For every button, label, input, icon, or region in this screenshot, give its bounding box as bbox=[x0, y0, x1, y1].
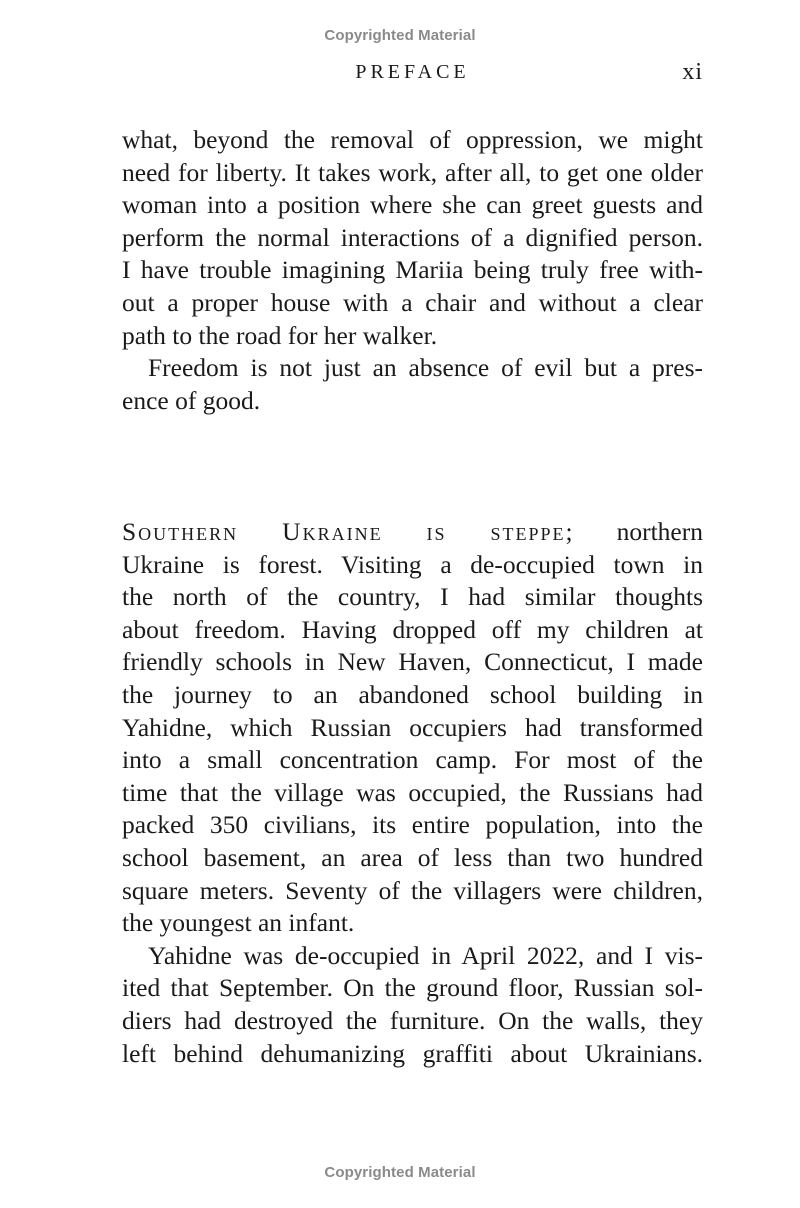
text-line: Ukraine is forest. Visiting a de-occupied town in bbox=[122, 549, 703, 579]
text-line: perform the normal interactions of a dignified person. bbox=[122, 222, 703, 252]
text-line: ence of good. bbox=[122, 385, 261, 415]
text-line: about freedom. Having dropped off my children at bbox=[122, 614, 703, 644]
text-line: into a small concentration camp. For most of the bbox=[122, 745, 703, 775]
lead-line-rest: northern bbox=[574, 517, 703, 546]
text-line: out a proper house with a chair and without a clear bbox=[122, 287, 703, 317]
paragraph bbox=[122, 940, 703, 1070]
text-line: I have trouble imagining Mariia being truly free with- bbox=[122, 255, 703, 285]
running-header bbox=[122, 61, 703, 91]
text-line: friendly schools in New Haven, Connecticut, I made bbox=[122, 647, 703, 677]
section-2-text bbox=[122, 516, 703, 1070]
text-line: need for liberty. It takes work, after all, to get one older bbox=[122, 157, 703, 187]
paragraph bbox=[122, 352, 703, 417]
copyright-watermark-bottom: Copyrighted Material bbox=[324, 1164, 476, 1181]
paragraph bbox=[122, 124, 703, 352]
page-number: xi bbox=[682, 59, 703, 85]
text-line: Yahidne was de-occupied in April 2022, and I vis- bbox=[148, 940, 703, 970]
text-line: the journey to an abandoned school building in bbox=[122, 679, 703, 709]
text-line: ited that September. On the ground floor, Russian sol- bbox=[122, 973, 703, 1003]
text-line: time that the village was occupied, the Russians had bbox=[122, 777, 703, 807]
text-line: Freedom is not just an absence of evil but a pres- bbox=[148, 353, 703, 383]
text-line: packed 350 civilians, its entire population, into the bbox=[122, 810, 703, 840]
section-1-text bbox=[122, 124, 703, 417]
text-line: woman into a position where she can greet guests and bbox=[122, 190, 703, 220]
text-line: the youngest an infant. bbox=[122, 908, 355, 938]
paragraph bbox=[122, 516, 703, 940]
running-title: PREFACE bbox=[355, 61, 470, 83]
text-line: path to the road for her walker. bbox=[122, 320, 438, 350]
text-line: the north of the country, I had similar thoughts bbox=[122, 582, 703, 612]
text-line: square meters. Seventy of the villagers were children, bbox=[122, 875, 703, 905]
section-lead-in: Southern Ukraine is steppe; bbox=[122, 517, 575, 546]
text-line: left behind dehumanizing graffiti about Ukrainians. bbox=[122, 1038, 703, 1068]
copyright-watermark-top: Copyrighted Material bbox=[324, 27, 476, 44]
text-line-lead bbox=[122, 516, 703, 549]
text-line: Yahidne, which Russian occupiers had transformed bbox=[122, 712, 703, 742]
text-line: school basement, an area of less than two hundred bbox=[122, 842, 703, 872]
text-line: diers had destroyed the furniture. On the walls, they bbox=[122, 1005, 703, 1035]
text-line: what, beyond the removal of oppression, we might bbox=[122, 125, 703, 154]
